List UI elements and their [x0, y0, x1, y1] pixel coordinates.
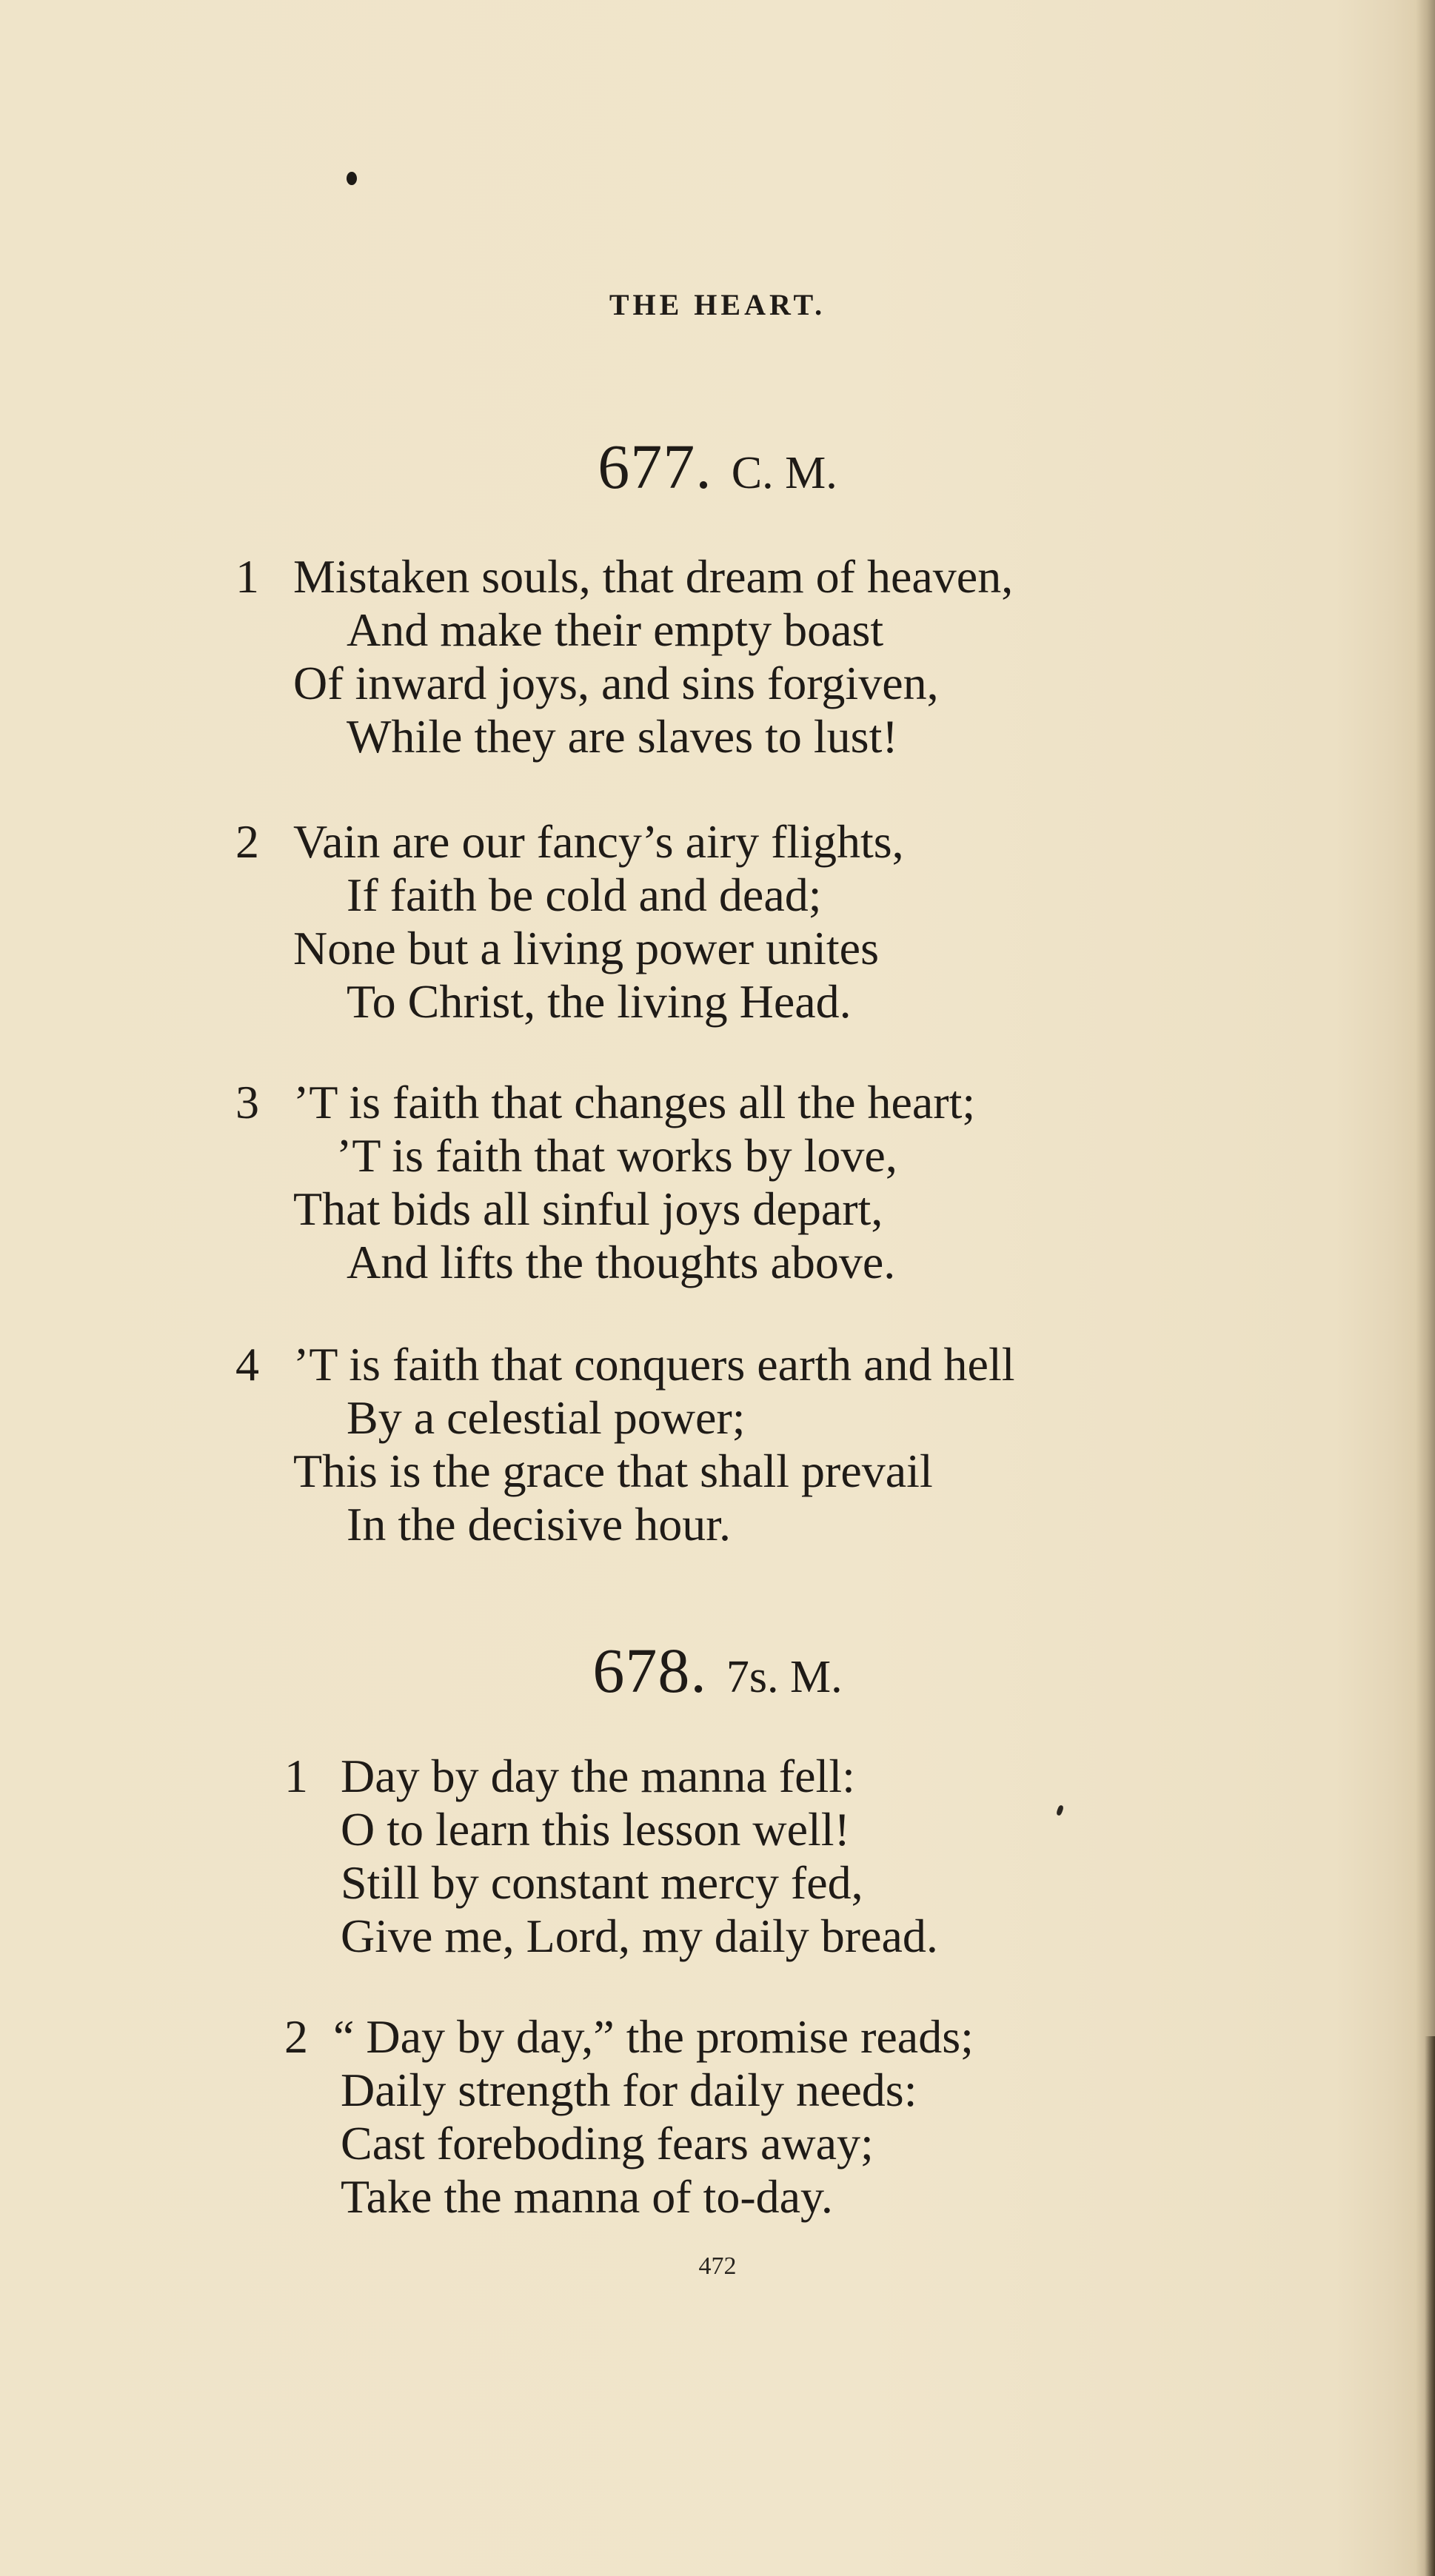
verse-line: Vain are our fancy’s airy flights, — [293, 815, 904, 868]
hymn-heading — [0, 429, 1435, 504]
verse-number: 2 — [284, 2010, 308, 2063]
verse-line: O to learn this lesson well! — [341, 1803, 850, 1856]
verse-number: 1 — [284, 1750, 308, 1802]
hymn-heading — [0, 1633, 1435, 1707]
running-head: THE HEART. — [609, 288, 826, 321]
verse-line: And make their empty boast — [347, 603, 884, 656]
verse-line: ’T is faith that works by love, — [336, 1129, 897, 1182]
verse-line: That bids all sinful joys depart, — [293, 1182, 883, 1235]
verse-line: In the decisive hour. — [347, 1498, 731, 1550]
verse-number: 1 — [235, 550, 259, 603]
verse-line: Day by day the manna fell: — [341, 1750, 855, 1802]
verse-line: While they are slaves to lust! — [347, 710, 898, 763]
verse-line: Cast foreboding fears away; — [341, 2117, 874, 2169]
verse-line: And lifts the thoughts above. — [347, 1236, 896, 1288]
hymn-meter: 7s. M. — [726, 1652, 843, 1702]
page-number: 472 — [698, 2252, 737, 2280]
verse-line: This is the grace that shall prevail — [293, 1445, 933, 1497]
verse-line: “ Day by day,” the promise reads; — [333, 2010, 974, 2063]
verse-line: ’T is faith that conquers earth and hell — [293, 1338, 1015, 1391]
hymn-meter: C. M. — [731, 448, 837, 498]
verse-line: ’T is faith that changes all the heart; — [293, 1076, 976, 1128]
verse-line: To Christ, the living Head. — [347, 975, 852, 1028]
hymn-number: 678. — [592, 1635, 707, 1706]
hymn-number: 677. — [598, 431, 712, 502]
verse-line: If faith be cold and dead; — [347, 869, 822, 921]
verse-line: Mistaken souls, that dream of heaven, — [293, 550, 1014, 603]
verse-line: Take the manna of to-day. — [341, 2170, 833, 2223]
verse-line: Daily strength for daily needs: — [341, 2064, 917, 2116]
ink-speck — [347, 172, 357, 185]
verse-number: 3 — [235, 1076, 259, 1128]
ink-speck — [1056, 1804, 1064, 1816]
verse-line: Give me, Lord, my daily bread. — [341, 1910, 938, 1962]
page-edge-dark — [1425, 2036, 1435, 2576]
verse-number: 2 — [235, 815, 259, 868]
verse-line: None but a living power unites — [293, 922, 879, 974]
verse-line: Of inward joys, and sins forgiven, — [293, 657, 939, 709]
verse-line: By a celestial power; — [347, 1391, 746, 1444]
verse-line: Still by constant mercy fed, — [341, 1856, 863, 1909]
verse-number: 4 — [235, 1338, 259, 1391]
